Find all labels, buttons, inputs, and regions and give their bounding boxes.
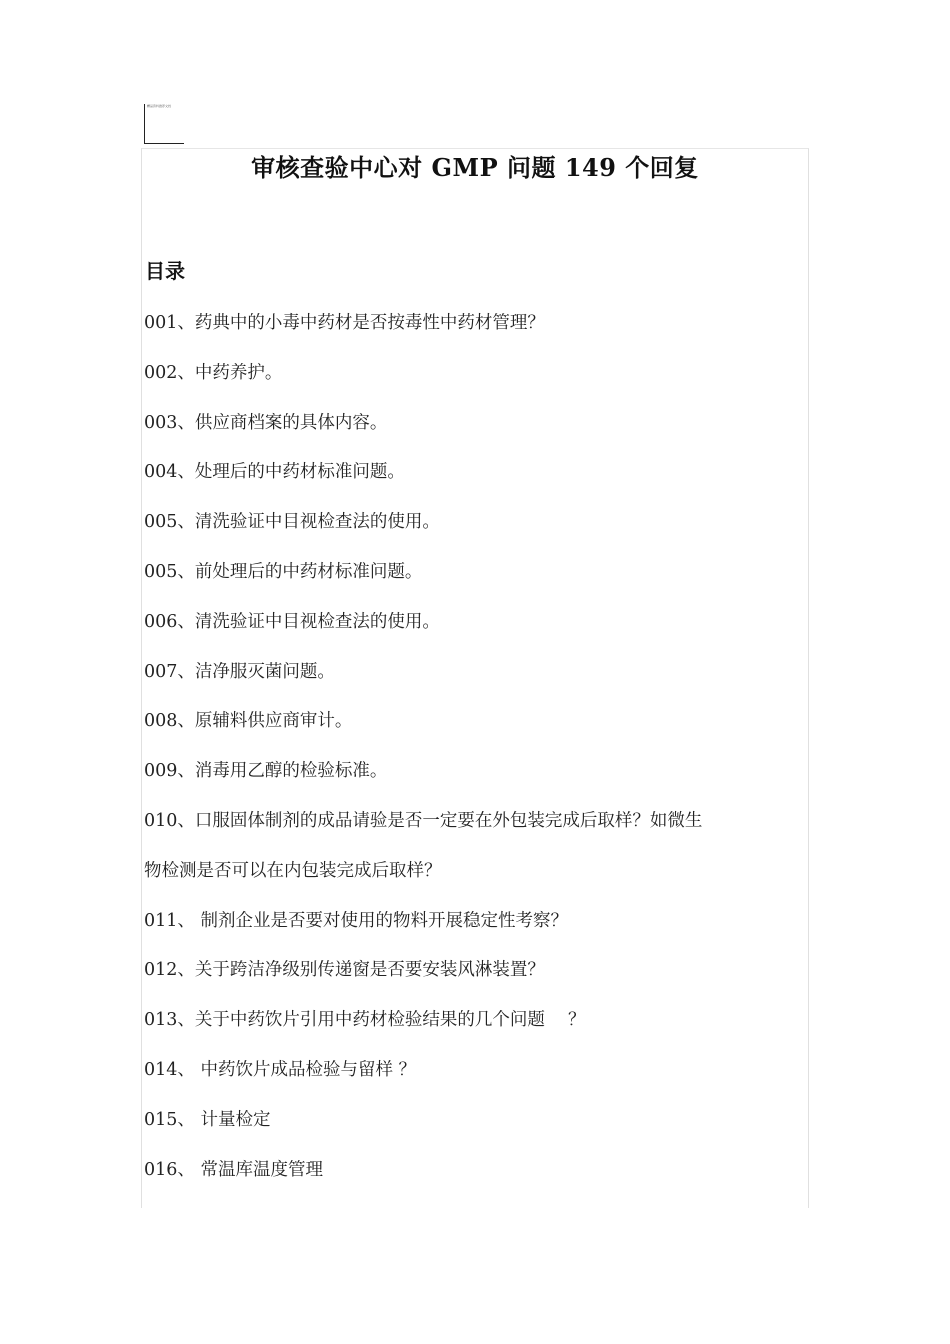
toc-item[interactable]: 015、 计量检定 [144, 1109, 271, 1130]
toc-item[interactable]: 005、前处理后的中药材标准问题。 [144, 561, 423, 582]
toc-item[interactable]: 004、处理后的中药材标准问题。 [144, 462, 405, 483]
toc-item[interactable]: 016、 常温库温度管理 [144, 1159, 323, 1180]
toc-item[interactable]: 014、 中药饮片成品检验与留样 ？ [144, 1059, 417, 1080]
toc-item[interactable]: 001、药典中的小毒中药材是否按毒性中药材管理？ [144, 313, 545, 333]
toc-item[interactable]: 003、供应商档案的具体内容。 [144, 412, 388, 433]
toc-item[interactable]: 010、口服固体制剂的成品请验是否一定要在外包装完成后取样？如微生 [144, 810, 703, 831]
toc-item[interactable]: 005、清洗验证中目视检查法的使用。 [144, 512, 440, 533]
toc-item[interactable]: 012、关于跨洁净级别传递窗是否要安装风淋装置？ [144, 960, 545, 981]
document-title: 审核查验中心对 GMP 问题 149 个回复 [251, 153, 699, 182]
toc-item[interactable]: 002、中药养护。 [144, 362, 283, 383]
toc-item[interactable]: 009、消毒用乙醇的检验标准。 [144, 761, 388, 782]
corner-mark-text: 精品资料推荐文档 [147, 104, 172, 108]
toc-item[interactable]: 011、 制剂企业是否要对使用的物料开展稳定性考察？ [144, 910, 568, 931]
toc-item-continuation[interactable]: 物检测是否可以在内包装完成后取样？ [144, 860, 442, 881]
toc-item[interactable]: 013、关于中药饮片引用中药材检验结果的几个问题 ？ [144, 1010, 586, 1031]
toc-item[interactable]: 008、原辅料供应商审计。 [144, 711, 353, 732]
toc-item[interactable]: 007、洁净服灭菌问题。 [144, 661, 335, 682]
toc-item[interactable]: 006、清洗验证中目视检查法的使用。 [144, 611, 440, 632]
toc-heading: 目录 [145, 259, 185, 283]
toc-list [144, 305, 784, 1201]
corner-crop-mark [144, 104, 184, 144]
